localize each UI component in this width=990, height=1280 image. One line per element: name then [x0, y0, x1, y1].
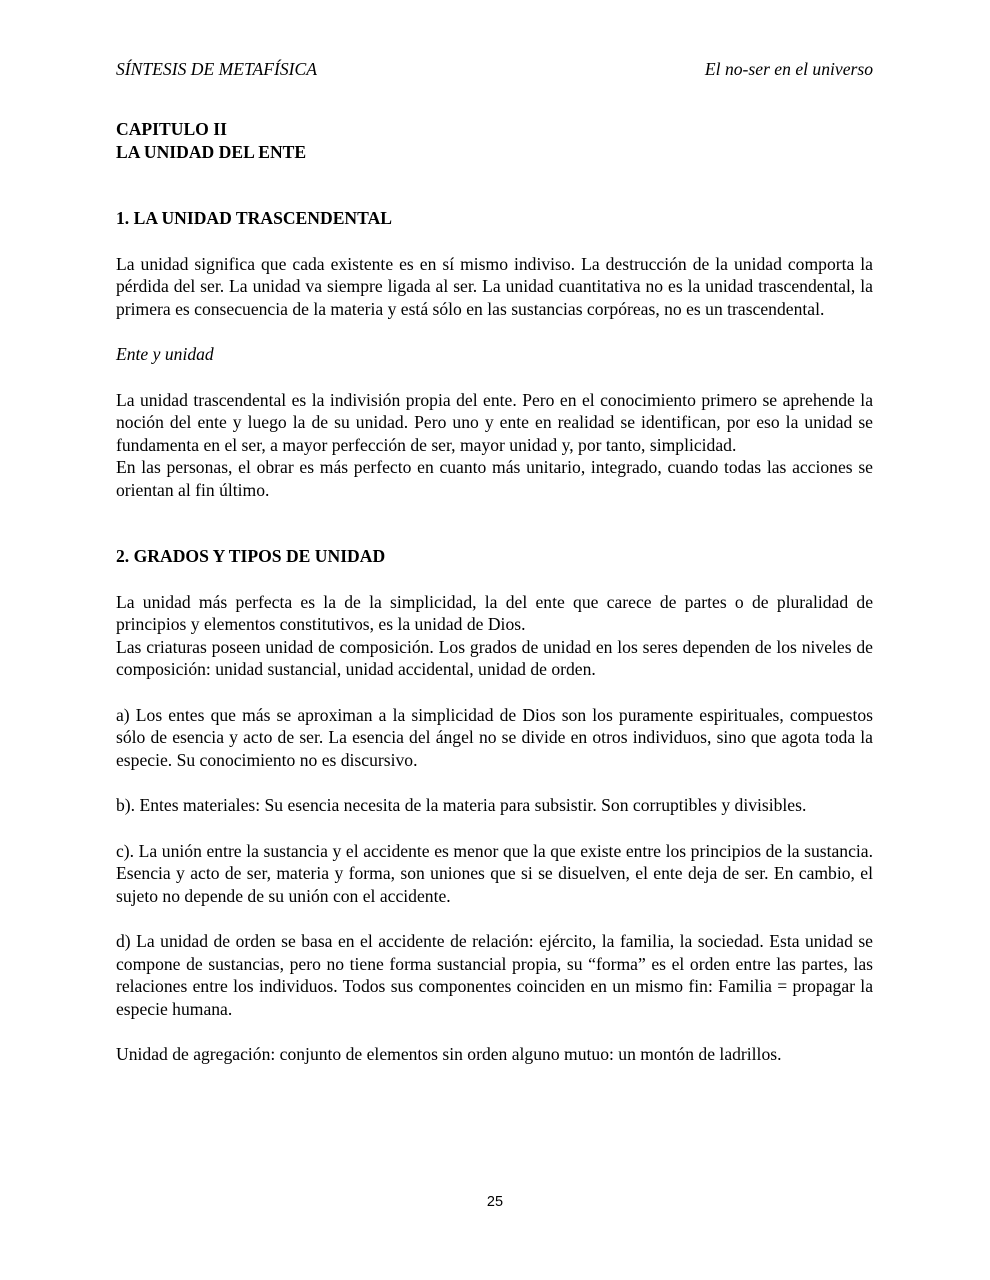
header-book-title: SÍNTESIS DE METAFÍSICA: [116, 59, 317, 79]
running-header: [116, 58, 873, 80]
section-2-paragraph-1: La unidad más perfecta es la de la simplicidad, la del ente que carece de partes o de pluralidad de principios y elementos constitutivos, es la unidad de Dios.: [116, 591, 873, 634]
section-1-title: 1. LA UNIDAD TRASCENDENTAL: [116, 208, 393, 228]
page-number: 25: [486, 1194, 504, 1210]
chapter-heading: [116, 118, 873, 163]
section-2-item-c: c). La unión entre la sustancia y el accidente es menor que la que existe entre los principios de la sustancia. Esencia y acto de ser, materia y forma, son uniones que si se disuelven, el ente deja de ser. En cambio, el sujeto no depende de su unión con el accidente.: [116, 840, 873, 906]
section-1-paragraph-2: La unidad trascendental es la indivisión propia del ente. Pero en el conocimiento primero se aprehende la noción del ente y luego la de su unidad. Pero uno y ente en realidad se identifican, por eso la unidad se fundamenta en el ser, a mayor perfección de ser, mayor unidad y, por tanto, simplicidad.: [116, 389, 873, 455]
section-2-title: 2. GRADOS Y TIPOS DE UNIDAD: [116, 546, 386, 566]
chapter-number: CAPITULO II: [116, 119, 227, 139]
section-1-subtitle: Ente y unidad: [116, 344, 214, 364]
section-1-paragraph-3: En las personas, el obrar es más perfecto en cuanto más unitario, integrado, cuando todas las acciones se orientan al fin último.: [116, 457, 873, 500]
header-section-title: El no-ser en el universo: [704, 59, 873, 79]
section-2-item-b: b). Entes materiales: Su esencia necesita de la materia para subsistir. Son corruptibles y divisibles.: [116, 795, 807, 815]
section-1-paragraph-1: La unidad significa que cada existente es en sí mismo indiviso. La destrucción de la unidad comporta la pérdida del ser. La unidad va siempre ligada al ser. La unidad cuantitativa no es la unidad trascendental, la primera es consecuencia de la materia y está sólo en las sustancias corpóreas, no es un trascendental.: [116, 253, 873, 319]
section-2-item-a: a) Los entes que más se aproximan a la simplicidad de Dios son los puramente espirituales, compuestos sólo de esencia y acto de ser. La esencia del ángel no se divide en otros individuos, sino que agota toda la especie. Su conocimiento no es discursivo.: [116, 704, 873, 770]
section-2-paragraph-2: Las criaturas poseen unidad de composición. Los grados de unidad en los seres dependen de los niveles de composición: unidad sustancial, unidad accidental, unidad de orden.: [116, 636, 873, 679]
section-2-item-d: d) La unidad de orden se basa en el accidente de relación: ejército, la familia, la sociedad. Esta unidad se compone de sustancias, pero no tiene forma sustancial propia, su “forma” es el orden entre las partes, las relaciones entre los individuos. Todos sus componentes coinciden en un mismo fin: Familia = propagar la especie humana.: [116, 931, 873, 1019]
document-page: [116, 58, 873, 1066]
section-2-aggregation: Unidad de agregación: conjunto de elementos sin orden alguno mutuo: un montón de ladrillos.: [116, 1044, 782, 1064]
chapter-title: LA UNIDAD DEL ENTE: [116, 141, 307, 162]
